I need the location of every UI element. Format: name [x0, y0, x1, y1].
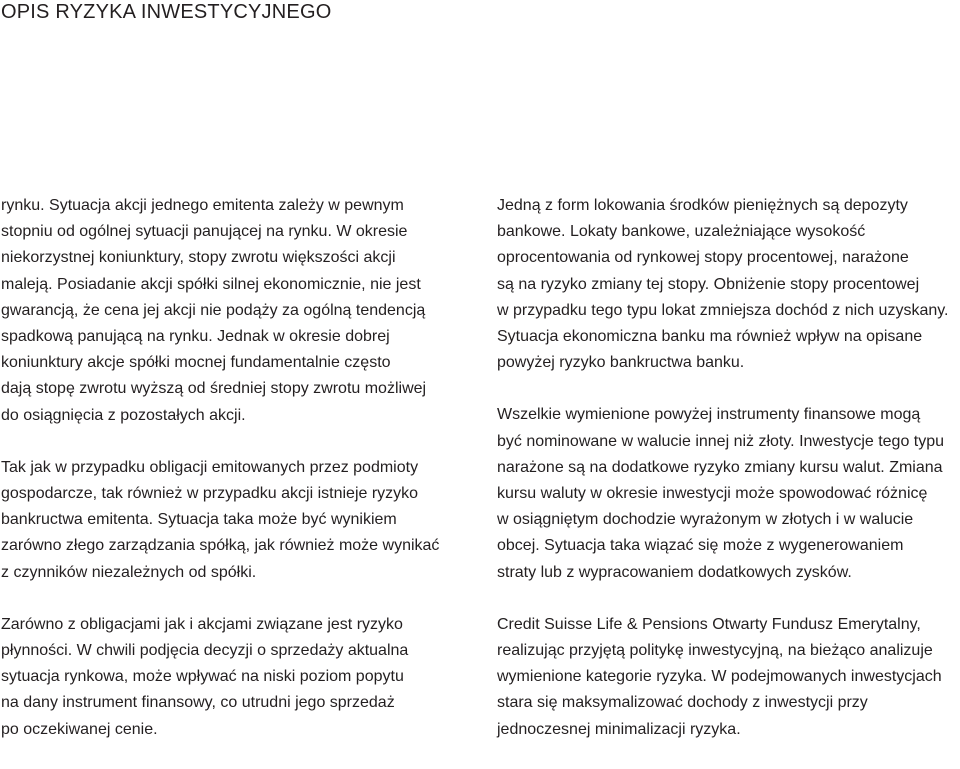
- page-title: OPIS RYZYKA INWESTYCYJNEGO: [1, 1, 332, 23]
- text-line: maleją. Posiadanie akcji spółki silnej ekonomicznie, nie jest: [1, 275, 421, 293]
- text-line: niekorzystnej koniunktury, stopy zwrotu większości akcji: [1, 249, 396, 267]
- text-line: Wszelkie wymienione powyżej instrumenty finansowe mogą: [497, 406, 921, 424]
- text-line: z czynników niezależnych od spółki.: [1, 563, 257, 581]
- text-line: Sytuacja ekonomiczna banku ma również wpływ na opisane: [497, 328, 923, 346]
- right-text-column: [497, 193, 959, 769]
- text-line: na dany instrument finansowy, co utrudni jego sprzedaż: [1, 694, 395, 712]
- text-line: dają stopę zwrotu wyższą od średniej stopy zwrotu możliwej: [1, 380, 427, 398]
- text-line: stopniu od ogólnej sytuacji panującej na rynku. W okresie: [1, 223, 408, 241]
- text-line: oprocentowania od rynkowej stopy procentowej, narażone: [497, 249, 909, 267]
- text-line: koniunktury akcje spółki mocnej fundamentalnie często: [1, 354, 391, 372]
- text-line: realizując przyjętą politykę inwestycyjną, na bieżąco analizuje: [497, 642, 933, 660]
- text-line: Zarówno z obligacjami jak i akcjami związane jest ryzyko: [1, 615, 403, 633]
- text-line: po oczekiwanej cenie.: [1, 720, 158, 738]
- paragraph-liquidity-risk: [1, 612, 463, 743]
- text-line: straty lub z wypracowaniem dodatkowych zysków.: [497, 563, 852, 581]
- text-line: rynku. Sytuacja akcji jednego emitenta zależy w pewnym: [1, 197, 404, 214]
- text-line: płynności. W chwili podjęcia decyzji o sprzedaży aktualna: [1, 642, 409, 660]
- text-line: Tak jak w przypadku obligacji emitowanych przez podmioty: [1, 458, 419, 476]
- paragraph-currency-risk: [497, 402, 959, 585]
- left-text-column: [1, 193, 463, 769]
- text-line: narażone są na dodatkowe ryzyko zmiany kursu walut. Zmiana: [497, 458, 943, 476]
- paragraph-fund-risk-management: [497, 612, 959, 743]
- text-line: obcej. Sytuacja taka wiązać się może z wygenerowaniem: [497, 537, 904, 555]
- text-line: kursu waluty w okresie inwestycji może spowodować różnicę: [497, 485, 928, 503]
- paragraph-bankruptcy-risk: [1, 455, 463, 586]
- text-line: wymienione kategorie ryzyka. W podejmowanych inwestycjach: [497, 668, 942, 686]
- text-line: spadkową panującą na rynku. Jednak w okresie dobrej: [1, 328, 390, 346]
- text-line: są na ryzyko zmiany tej stopy. Obniżenie stopy procentowej: [497, 275, 920, 293]
- paragraph-deposit-risk: [497, 193, 959, 376]
- text-line: gwarancją, że cena jej akcji nie podąży za ogólną tendencją: [1, 301, 426, 319]
- text-line: do osiągnięcia z pozostałych akcji.: [1, 406, 246, 424]
- text-line: sytuacja rynkowa, może wpływać na niski poziom popytu: [1, 668, 404, 686]
- text-line: bankructwa emitenta. Sytuacja taka może być wynikiem: [1, 511, 397, 529]
- text-line: Jedną z form lokowania środków pieniężnych są depozyty: [497, 197, 908, 214]
- paragraph-stock-market-risk: [1, 193, 463, 429]
- text-line: w przypadku tego typu lokat zmniejsza dochód z nich uzyskany.: [497, 301, 949, 319]
- text-line: zarówno złego zarządzania spółką, jak również może wynikać: [1, 537, 440, 555]
- text-line: jednoczesnej minimalizacji ryzyka.: [497, 720, 741, 738]
- text-line: powyżej ryzyko bankructwa banku.: [497, 354, 745, 372]
- text-line: bankowe. Lokaty bankowe, uzależniające wysokość: [497, 223, 866, 241]
- text-line: Credit Suisse Life & Pensions Otwarty Fundusz Emerytalny,: [497, 615, 921, 633]
- text-line: gospodarcze, tak również w przypadku akcji istnieje ryzyko: [1, 485, 419, 503]
- text-line: stara się maksymalizować dochody z inwestycji przy: [497, 694, 868, 712]
- text-line: w osiągniętym dochodzie wyrażonym w złotych i w walucie: [497, 511, 914, 529]
- text-line: być nominowane w walucie innej niż złoty. Inwestycje tego typu: [497, 432, 945, 450]
